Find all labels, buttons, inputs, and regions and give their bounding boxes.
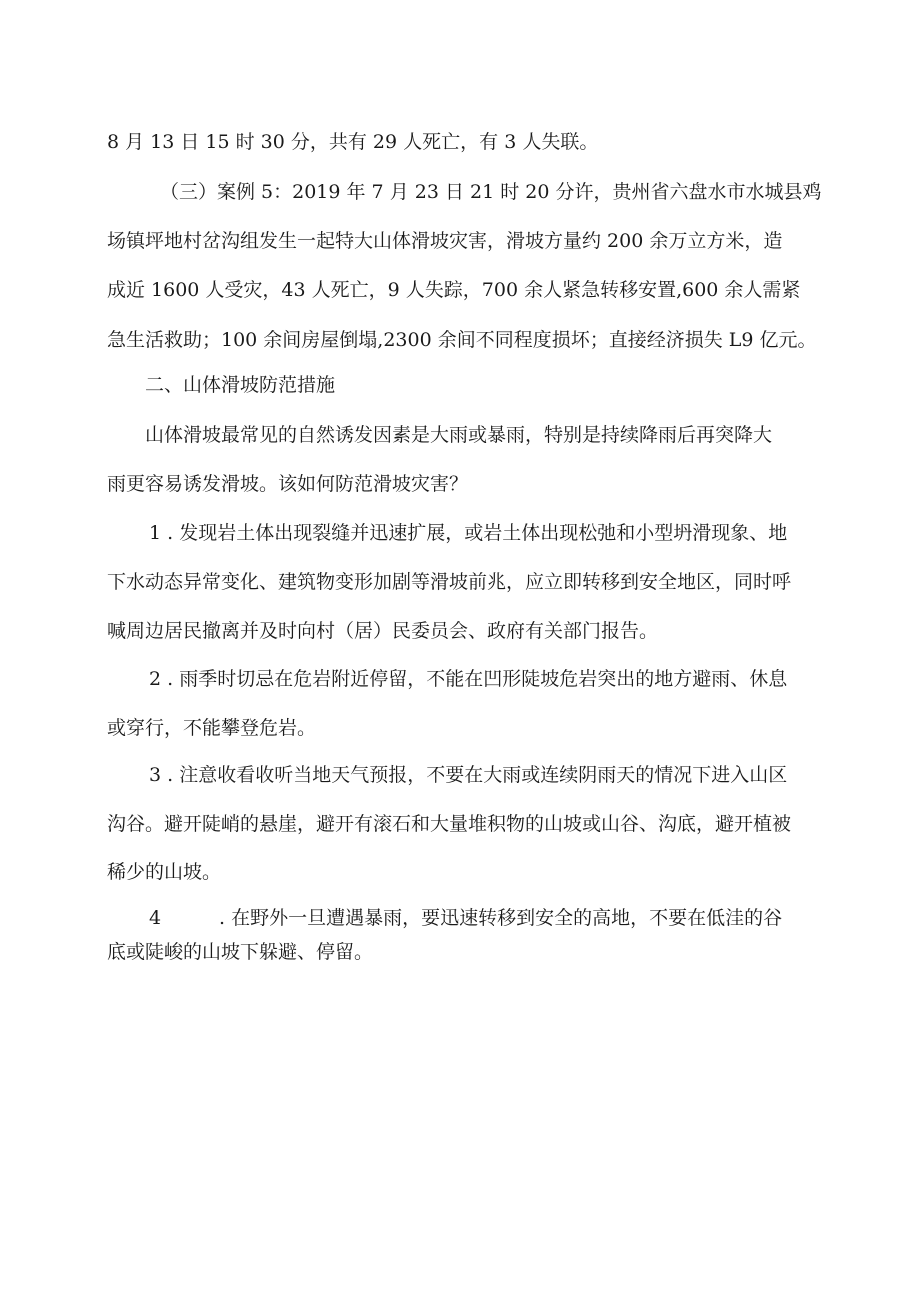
- measure-4-line: . 在野外一旦遭遇暴雨，要迅速转移到安全的高地，不要在低洼的谷: [219, 907, 783, 929]
- case5-paragraph-line: 场镇坪地村岔沟组发生一起特大山体滑坡灾害，滑坡方量约 200 余万立方米，造: [107, 230, 783, 252]
- measure-2-line: 2 . 雨季时切忌在危岩附近停留，不能在凹形陡坡危岩突出的地方避雨、休息: [149, 668, 788, 690]
- intro-paragraph-line: 山体滑坡最常见的自然诱发因素是大雨或暴雨，特别是持续降雨后再突降大: [145, 424, 773, 446]
- measure-4-line: 底或陡峻的山坡下躲避、停留。: [107, 941, 374, 963]
- case5-paragraph-line: （三）案例 5：2019 年 7 月 23 日 21 时 20 分许，贵州省六盘水市水城县鸡: [160, 181, 822, 203]
- measure-2-line: 或穿行，不能攀登危岩。: [107, 717, 317, 739]
- measure-1-line: 1 . 发现岩土体出现裂缝并迅速扩展，或岩土体出现松弛和小型坍滑现象、地: [149, 522, 788, 544]
- case5-paragraph-line: 急生活救助；100 余间房屋倒塌,2300 余间不同程度损坏；直接经济损失 L9 亿元。: [107, 329, 817, 351]
- intro-paragraph-line: 雨更容易诱发滑坡。该如何防范滑坡灾害？: [107, 473, 469, 495]
- measure-1-line: 下水动态异常变化、建筑物变形加剧等滑坡前兆，应立即转移到安全地区，同时呼: [107, 571, 792, 593]
- case5-paragraph-line: 成近 1600 人受灾，43 人死亡，9 人失踪，700 余人紧急转移安置,600 余人需紧: [107, 279, 801, 301]
- measure-3-line: 3 . 注意收看收听当地天气预报，不要在大雨或连续阴雨天的情况下进入山区: [149, 764, 788, 786]
- measure-1-line: 喊周边居民撤离并及时向村（居）民委员会、政府有关部门报告。: [107, 620, 659, 642]
- measure-3-line: 稀少的山坡。: [107, 861, 222, 883]
- section-heading: 二、山体滑坡防范措施: [145, 374, 336, 396]
- measure-4-number: 4: [149, 907, 162, 929]
- measure-3-line: 沟谷。避开陡峭的悬崖，避开有滚石和大量堆积物的山坡或山谷、沟底，避开植被: [107, 813, 792, 835]
- text-line: 8 月 13 日 15 时 30 分，共有 29 人死亡，有 3 人失联。: [107, 131, 599, 153]
